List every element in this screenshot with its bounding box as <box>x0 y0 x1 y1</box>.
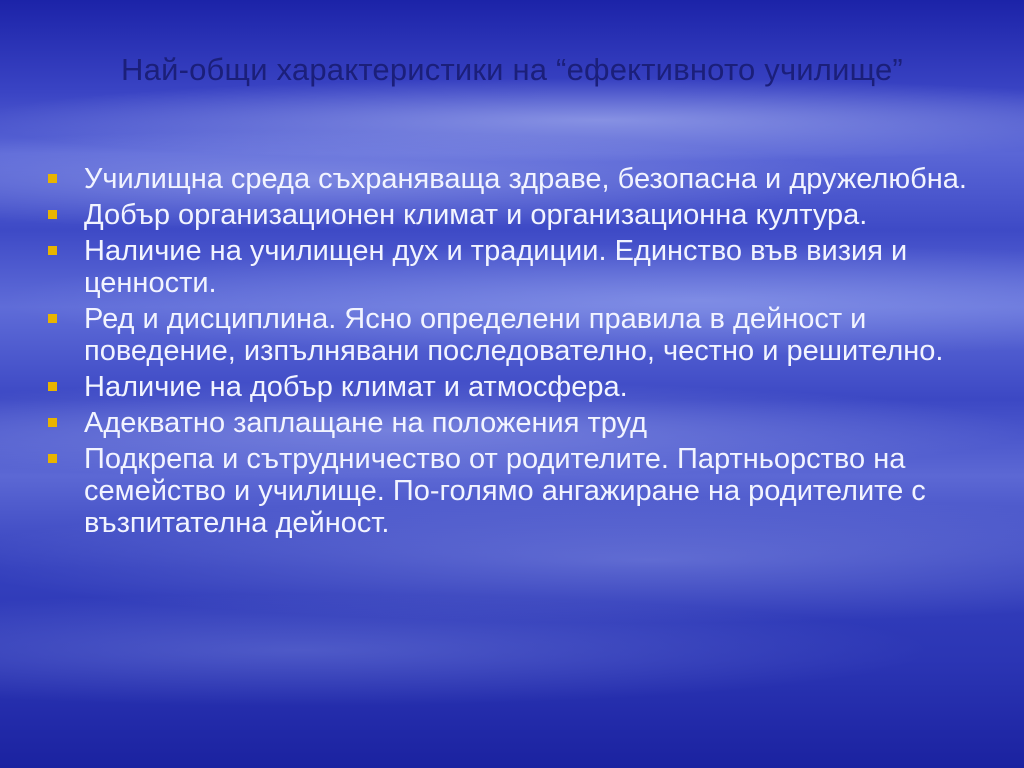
bullet-text: Наличие на добър климат и атмосфера. <box>84 371 628 403</box>
square-bullet-icon <box>48 210 57 219</box>
bullet-list <box>46 163 996 543</box>
bullet-text: Адекватно заплащане на положения труд <box>84 407 647 439</box>
list-item <box>46 371 996 403</box>
list-item <box>46 199 996 231</box>
bullet-text: Подкрепа и сътрудничество от родителите. Партньорство на семейство и училище. По-голямо ангажиране на родителите с възпитателна дейност. <box>84 443 926 539</box>
list-item <box>46 443 996 539</box>
list-item <box>46 303 996 367</box>
square-bullet-icon <box>48 314 57 323</box>
square-bullet-icon <box>48 454 57 463</box>
bullet-text: Наличие на училищен дух и традиции. Единство във визия и ценности. <box>84 235 908 299</box>
list-item <box>46 163 996 195</box>
square-bullet-icon <box>48 174 57 183</box>
list-item <box>46 235 996 299</box>
square-bullet-icon <box>48 246 57 255</box>
square-bullet-icon <box>48 418 57 427</box>
bullet-text: Училищна среда съхраняваща здраве, безопасна и дружелюбна. <box>84 163 967 195</box>
list-item <box>46 407 996 439</box>
bullet-text: Добър организационен климат и организационна култура. <box>84 199 868 231</box>
square-bullet-icon <box>48 382 57 391</box>
bullet-text: Ред и дисциплина. Ясно определени правила в дейност и поведение, изпълнявани последователно, честно и решително. <box>84 303 944 367</box>
slide-title: Най-общи характеристики на “ефективното училище” <box>121 52 903 87</box>
